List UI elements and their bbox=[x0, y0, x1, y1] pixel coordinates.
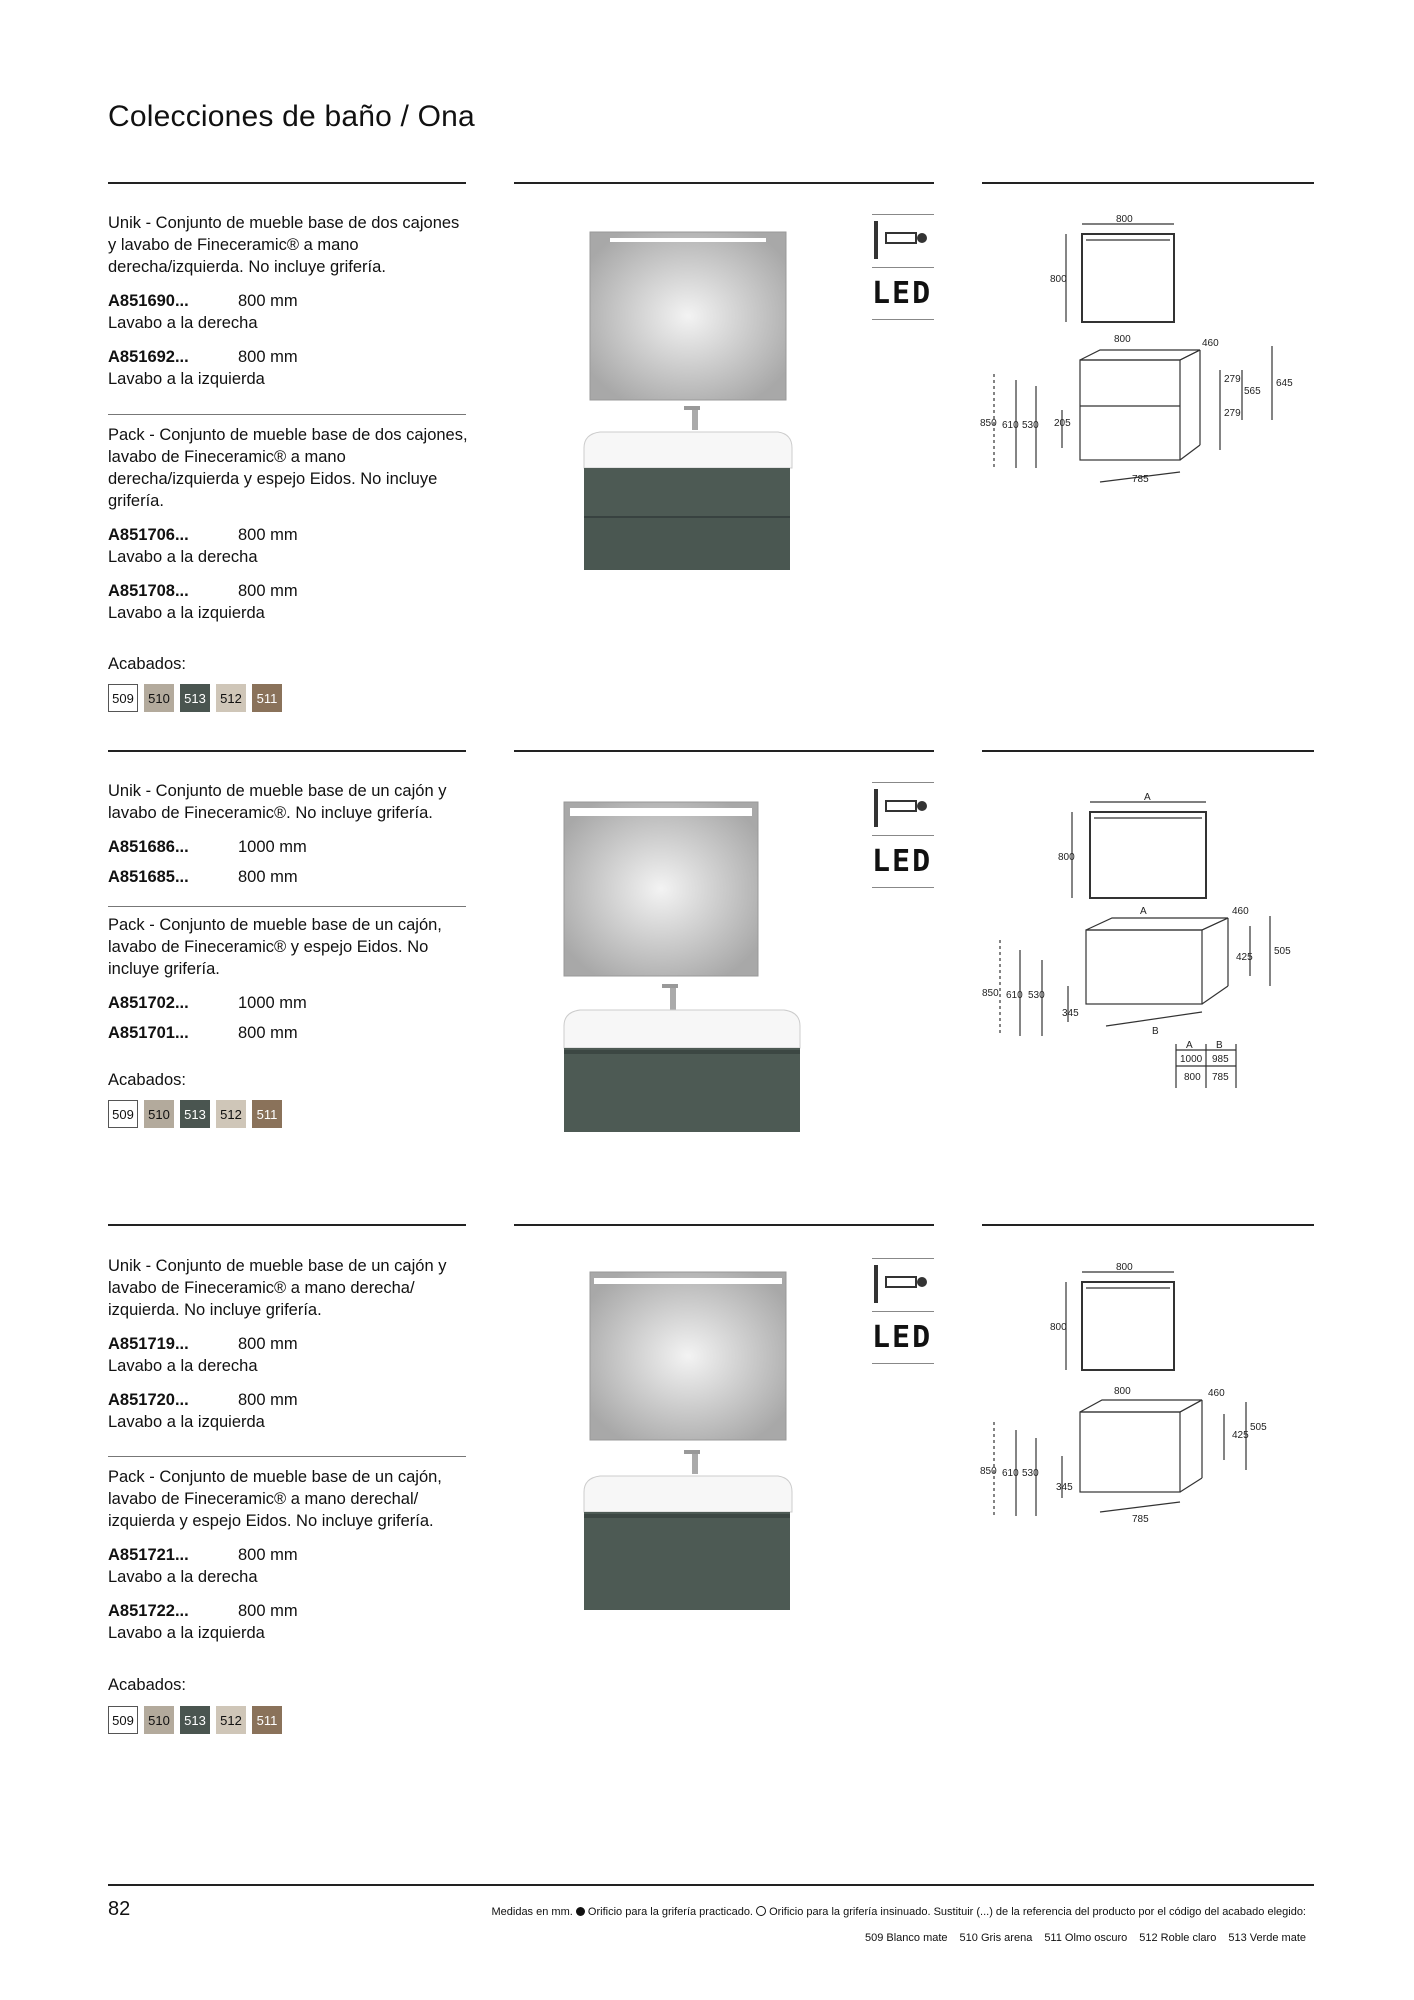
product-group bbox=[108, 914, 468, 1044]
product-note: Lavabo a la izquierda bbox=[108, 370, 265, 388]
dimension-label: 850 bbox=[982, 988, 999, 999]
cabinet-drawer bbox=[584, 1512, 790, 1610]
mirror-led-strip bbox=[594, 1278, 782, 1284]
dimension-label: 800 bbox=[1116, 1262, 1133, 1273]
product-size: 800 mm bbox=[238, 1024, 298, 1042]
divider bbox=[982, 1224, 1314, 1226]
product-note: Lavabo a la izquierda bbox=[108, 1624, 265, 1642]
dimension-label: 425 bbox=[1236, 952, 1253, 963]
drawer-gap bbox=[564, 1050, 800, 1054]
footer-note-marked: Orificio para la grifería insinuado. Sustituir (...) de la referencia del producto por el código del acabado elegido: bbox=[769, 1906, 1306, 1918]
product-code: A851708... bbox=[108, 582, 189, 600]
product-size: 800 mm bbox=[238, 868, 298, 886]
product-code: A851706... bbox=[108, 526, 189, 544]
product-row bbox=[108, 1544, 468, 1566]
finish-swatches bbox=[108, 684, 282, 712]
dimension-label: 425 bbox=[1232, 1430, 1249, 1441]
dimension-label: 460 bbox=[1232, 906, 1249, 917]
dimension-label: 850 bbox=[980, 418, 997, 429]
swatch-513: 513 bbox=[180, 1706, 210, 1734]
product-size: 1000 mm bbox=[238, 994, 307, 1012]
footer-finish: 510 Gris arena bbox=[959, 1932, 1033, 1944]
group-description: Pack - Conjunto de mueble base de dos cajones, lavabo de Fineceramic® a mano derecha/izquierda y espejo Eidos. No incluye grifería. bbox=[108, 426, 468, 510]
light-switch-icon bbox=[872, 214, 934, 261]
faucet bbox=[692, 408, 698, 430]
footer-note bbox=[491, 1906, 1306, 1918]
dimension-label: A bbox=[1144, 792, 1151, 803]
product-code: A851692... bbox=[108, 348, 189, 366]
technical-drawing bbox=[980, 790, 1314, 1090]
page-title: Colecciones de baño / Ona bbox=[108, 100, 475, 133]
faucet-spout bbox=[684, 1450, 700, 1454]
swatch-510: 510 bbox=[144, 684, 174, 712]
dimension-label: 800 bbox=[1116, 214, 1133, 225]
led-icon: LED bbox=[872, 267, 934, 320]
product-note: Lavabo a la derecha bbox=[108, 314, 258, 332]
product-size: 800 mm bbox=[238, 1391, 298, 1409]
product-group bbox=[108, 780, 468, 888]
swatch-509: 509 bbox=[108, 1100, 138, 1128]
product-row bbox=[108, 290, 468, 312]
washbasin bbox=[564, 1010, 800, 1048]
product-code: A851702... bbox=[108, 994, 189, 1012]
dimension-label: 800 bbox=[1050, 1322, 1067, 1333]
swatch-509: 509 bbox=[108, 1706, 138, 1734]
divider bbox=[108, 750, 466, 752]
product-row bbox=[108, 992, 468, 1014]
swatch-512: 512 bbox=[216, 1100, 246, 1128]
divider bbox=[514, 1224, 934, 1226]
dimension-label: 505 bbox=[1274, 946, 1291, 957]
table-cell: 985 bbox=[1212, 1054, 1229, 1065]
divider bbox=[108, 414, 466, 415]
group-description: Pack - Conjunto de mueble base de un cajón, lavabo de Fineceramic® a mano derechal/ izquierda y espejo Eidos. No incluye grifería. bbox=[108, 1468, 442, 1530]
dimension-label: 530 bbox=[1022, 1468, 1039, 1479]
product-group bbox=[108, 212, 468, 390]
group-description: Unik - Conjunto de mueble base de dos cajones y lavabo de Fineceramic® a mano derecha/izquierda. No incluye grifería. bbox=[108, 214, 460, 276]
washbasin bbox=[584, 432, 792, 468]
product-size: 800 mm bbox=[238, 1546, 298, 1564]
mirror bbox=[590, 1272, 786, 1440]
light-switch-icon bbox=[872, 782, 934, 829]
empty-circle-icon bbox=[756, 1906, 766, 1916]
swatch-513: 513 bbox=[180, 1100, 210, 1128]
product-code: A851722... bbox=[108, 1602, 189, 1620]
swatch-512: 512 bbox=[216, 684, 246, 712]
divider bbox=[108, 1224, 466, 1226]
dimension-label: 565 bbox=[1244, 386, 1261, 397]
product-code: A851686... bbox=[108, 838, 189, 856]
mirror-led-strip bbox=[610, 238, 766, 242]
product-row bbox=[108, 1022, 468, 1044]
product-image bbox=[560, 800, 810, 1180]
dimension-label: 800 bbox=[1114, 1386, 1131, 1397]
product-row bbox=[108, 346, 468, 368]
divider bbox=[108, 182, 466, 184]
product-note: Lavabo a la derecha bbox=[108, 1357, 258, 1375]
dimension-label: 645 bbox=[1276, 378, 1293, 389]
dimension-label: 800 bbox=[1050, 274, 1067, 285]
swatch-513: 513 bbox=[180, 684, 210, 712]
faucet bbox=[670, 986, 676, 1010]
product-size: 1000 mm bbox=[238, 838, 307, 856]
drawer-gap bbox=[584, 1514, 790, 1518]
mirror bbox=[590, 232, 786, 400]
technical-drawing bbox=[980, 1260, 1314, 1530]
table-header: A bbox=[1186, 1040, 1193, 1051]
feature-icons bbox=[872, 214, 934, 320]
product-size: 800 mm bbox=[238, 1602, 298, 1620]
swatch-511: 511 bbox=[252, 684, 282, 712]
product-size: 800 mm bbox=[238, 526, 298, 544]
product-row bbox=[108, 524, 468, 546]
product-image bbox=[580, 1268, 800, 1648]
product-code: A851719... bbox=[108, 1335, 189, 1353]
finishes-label: Acabados: bbox=[108, 1071, 186, 1089]
footer-finish: 513 Verde mate bbox=[1228, 1932, 1306, 1944]
product-group bbox=[108, 1466, 468, 1644]
dimension-label: 530 bbox=[1022, 420, 1039, 431]
divider bbox=[514, 750, 934, 752]
product-code: A851701... bbox=[108, 1024, 189, 1042]
product-size: 800 mm bbox=[238, 348, 298, 366]
dimension-label: 279 bbox=[1224, 374, 1241, 385]
divider bbox=[982, 182, 1314, 184]
product-row bbox=[108, 1333, 468, 1355]
product-code: A851685... bbox=[108, 868, 189, 886]
feature-icons bbox=[872, 1258, 934, 1364]
swatch-510: 510 bbox=[144, 1706, 174, 1734]
footer-finish: 512 Roble claro bbox=[1139, 1932, 1217, 1944]
cabinet-drawer bbox=[584, 518, 790, 570]
dimension-label: 279 bbox=[1224, 408, 1241, 419]
page-number: 82 bbox=[108, 1898, 131, 1920]
group-description: Pack - Conjunto de mueble base de un cajón, lavabo de Fineceramic® y espejo Eidos. No incluye grifería. bbox=[108, 916, 442, 978]
footer-finish-list bbox=[865, 1932, 1306, 1944]
product-note: Lavabo a la derecha bbox=[108, 548, 258, 566]
dimension-label: 205 bbox=[1054, 418, 1071, 429]
cabinet-drawer bbox=[564, 1048, 800, 1132]
dimension-label: 785 bbox=[1132, 474, 1149, 485]
product-code: A851720... bbox=[108, 1391, 189, 1409]
dimension-label: 850 bbox=[980, 1466, 997, 1477]
table-header: B bbox=[1216, 1040, 1223, 1051]
table-cell: 800 bbox=[1184, 1072, 1201, 1083]
drawer-gap bbox=[584, 516, 790, 518]
product-code: A851721... bbox=[108, 1546, 189, 1564]
product-size: 800 mm bbox=[238, 292, 298, 310]
light-switch-icon bbox=[872, 1258, 934, 1305]
product-row bbox=[108, 866, 468, 888]
product-group bbox=[108, 1255, 468, 1433]
finishes-label: Acabados: bbox=[108, 1676, 186, 1694]
table-cell: 785 bbox=[1212, 1072, 1229, 1083]
dimension-label: 610 bbox=[1002, 420, 1019, 431]
footer-divider bbox=[108, 1884, 1314, 1886]
mirror bbox=[564, 802, 758, 976]
dimension-label: 345 bbox=[1062, 1008, 1079, 1019]
faucet bbox=[692, 1452, 698, 1474]
product-image bbox=[580, 228, 800, 628]
divider bbox=[514, 182, 934, 184]
dimension-label: A bbox=[1140, 906, 1147, 917]
led-icon: LED bbox=[872, 835, 934, 888]
dimension-label: 800 bbox=[1114, 334, 1131, 345]
divider bbox=[108, 906, 466, 907]
product-size: 800 mm bbox=[238, 582, 298, 600]
dimension-label: 530 bbox=[1028, 990, 1045, 1001]
footer-note-drilled: Orificio para la grifería practicado. bbox=[587, 1906, 753, 1918]
product-note: Lavabo a la izquierda bbox=[108, 1413, 265, 1431]
finish-swatches bbox=[108, 1706, 282, 1734]
swatch-511: 511 bbox=[252, 1100, 282, 1128]
dimension-label: 460 bbox=[1202, 338, 1219, 349]
group-description: Unik - Conjunto de mueble base de un cajón y lavabo de Fineceramic® a mano derecha/ izquierda. No incluye grifería. bbox=[108, 1257, 447, 1319]
product-size: 800 mm bbox=[238, 1335, 298, 1353]
dimension-label: 610 bbox=[1002, 1468, 1019, 1479]
product-row bbox=[108, 836, 468, 858]
feature-icons bbox=[872, 782, 934, 888]
dimension-label: 345 bbox=[1056, 1482, 1073, 1493]
mirror-led-strip bbox=[570, 808, 752, 816]
footer-finish: 509 Blanco mate bbox=[864, 1932, 948, 1944]
dimension-label: 460 bbox=[1208, 1388, 1225, 1399]
swatch-509: 509 bbox=[108, 684, 138, 712]
filled-circle-icon bbox=[576, 1907, 585, 1916]
cabinet-drawer bbox=[584, 468, 790, 516]
divider bbox=[108, 1456, 466, 1457]
footer-finish: 511 Olmo oscuro bbox=[1044, 1932, 1128, 1944]
swatch-512: 512 bbox=[216, 1706, 246, 1734]
dimension-label: 610 bbox=[1006, 990, 1023, 1001]
product-code: A851690... bbox=[108, 292, 189, 310]
faucet-spout bbox=[662, 984, 678, 988]
dimension-label: B bbox=[1152, 1026, 1159, 1037]
swatch-510: 510 bbox=[144, 1100, 174, 1128]
finish-swatches bbox=[108, 1100, 282, 1128]
led-icon: LED bbox=[872, 1311, 934, 1364]
table-cell: 1000 bbox=[1180, 1054, 1203, 1065]
washbasin bbox=[584, 1476, 792, 1512]
product-row bbox=[108, 580, 468, 602]
product-note: Lavabo a la derecha bbox=[108, 1568, 258, 1586]
dimension-label: 800 bbox=[1058, 852, 1075, 863]
footer-note-units: Medidas en mm. bbox=[491, 1906, 573, 1918]
product-note: Lavabo a la izquierda bbox=[108, 604, 265, 622]
faucet-spout bbox=[684, 406, 700, 410]
product-group bbox=[108, 424, 468, 624]
divider bbox=[982, 750, 1314, 752]
dimension-label: 505 bbox=[1250, 1422, 1267, 1433]
product-row bbox=[108, 1389, 468, 1411]
product-row bbox=[108, 1600, 468, 1622]
dimension-label: 785 bbox=[1132, 1514, 1149, 1525]
technical-drawing bbox=[980, 210, 1314, 490]
finishes-label: Acabados: bbox=[108, 655, 186, 673]
swatch-511: 511 bbox=[252, 1706, 282, 1734]
group-description: Unik - Conjunto de mueble base de un cajón y lavabo de Fineceramic®. No incluye grifería. bbox=[108, 782, 447, 822]
